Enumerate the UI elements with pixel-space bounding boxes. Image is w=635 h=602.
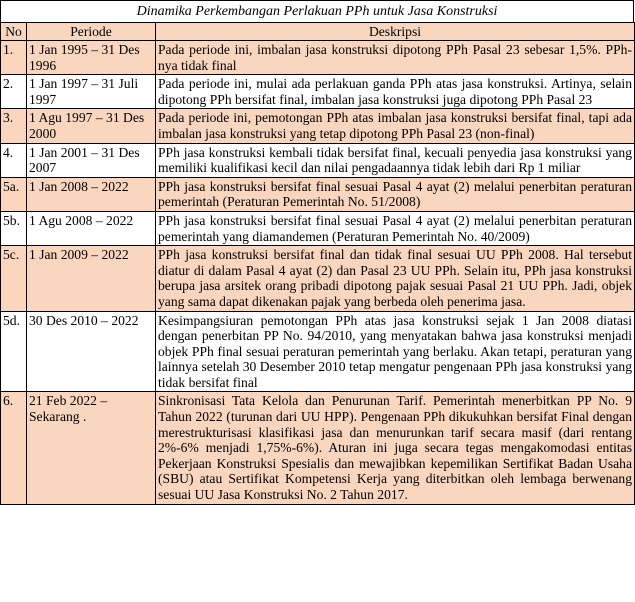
row-no: 4.: [1, 143, 27, 177]
header-deskripsi: Deskripsi: [156, 23, 635, 41]
row-periode: 1 Jan 1995 – 31 Des 1996: [27, 41, 156, 75]
header-periode: Periode: [27, 23, 156, 41]
table-row: [1, 246, 635, 311]
row-periode: 30 Des 2010 – 2022: [27, 311, 156, 392]
table-row: [1, 392, 635, 504]
table-title: Dinamika Perkembangan Perlakuan PPh untuk Jasa Konstruksi: [0, 0, 634, 22]
row-periode: 1 Jan 2001 – 31 Des 2007: [27, 143, 156, 177]
table-row: [1, 177, 635, 211]
table-row: [1, 109, 635, 143]
row-no: 5a.: [1, 177, 27, 211]
row-periode: 1 Agu 2008 – 2022: [27, 211, 156, 245]
table-row: [1, 143, 635, 177]
table-row: [1, 41, 635, 75]
header-no: No: [1, 23, 27, 41]
row-periode: 1 Jan 2009 – 2022: [27, 246, 156, 311]
table-row: [1, 211, 635, 245]
treatment-table: [0, 22, 635, 505]
row-no: 1.: [1, 41, 27, 75]
row-no: 5d.: [1, 311, 27, 392]
row-deskripsi: PPh jasa konstruksi bersifat final sesuai Pasal 4 ayat (2) melalui penerbitan peraturan pemerintah (Peraturan Pemerintah No. 51/2008): [156, 177, 635, 211]
row-no: 6.: [1, 392, 27, 504]
table-row: [1, 75, 635, 109]
row-deskripsi: Kesimpangsiuran pemotongan PPh atas jasa konstruksi sejak 1 Jan 2008 diatasi dengan penerbitan PP No. 94/2010, yang menyatakan bahwa jasa konstruksi menjadi objek PPh final sesuai peraturan pemerintah yang berlaku. Akan tetapi, peraturan yang lainnya setelah 30 Desember 2010 tetap mengatur pengenaan PPh jasa konstruksi yang tidak bersifat final: [156, 311, 635, 392]
row-deskripsi: Pada periode ini, mulai ada perlakuan ganda PPh atas jasa konstruksi. Artinya, selain dipotong PPh bersifat final, imbalan jasa konstruksi juga dipotong PPh Pasal 23: [156, 75, 635, 109]
row-no: 5c.: [1, 246, 27, 311]
row-deskripsi: PPh jasa konstruksi bersifat final sesuai Pasal 4 ayat (2) melalui penerbitan peraturan pemerintah yang diamandemen (Peraturan Pemerintah No. 40/2009): [156, 211, 635, 245]
row-periode: 1 Jan 2008 – 2022: [27, 177, 156, 211]
row-deskripsi: Sinkronisasi Tata Kelola dan Penurunan Tarif. Pemerintah menerbitkan PP No. 9 Tahun 2022 (turunan dari UU HPP). Pengenaan PPh dikukuhkan bersifat Final dengan merestrukturisasi klasifikasi jasa dan menurunkan tarif secara masif (dari rentang 2%-6% menjadi 1,75%-6%). Aturan ini juga secara tegas mengakomodasi entitas Pekerjaan Konstruksi Spesialis dan mewajibkan kepemilikan Sertifikat Badan Usaha (SBU) atau Sertifikat Kompetensi Kerja yang diterbitkan oleh lembaga berwenang sesuai UU Jasa Konstruksi No. 2 Tahun 2017.: [156, 392, 635, 504]
row-deskripsi: Pada periode ini, imbalan jasa konstruksi dipotong PPh Pasal 23 sebesar 1,5%. PPh-nya tidak final: [156, 41, 635, 75]
row-deskripsi: PPh jasa konstruksi bersifat final dan tidak final sesuai UU PPh 2008. Hal tersebut diatur di dalam Pasal 4 ayat (2) dan Pasal 23 UU PPh. Selain itu, PPh jasa konstruksi berupa jasa arsitek orang pribadi dipotong pajak sesuai Pasal 21 UU PPh. Jadi, objek yang sama dapat dikenakan pajak yang berbeda oleh penerima jasa.: [156, 246, 635, 311]
row-no: 3.: [1, 109, 27, 143]
row-periode: 1 Jan 1997 – 31 Juli 1997: [27, 75, 156, 109]
table-row: [1, 311, 635, 392]
header-row: [1, 23, 635, 41]
row-periode: 1 Agu 1997 – 31 Des 2000: [27, 109, 156, 143]
row-deskripsi: Pada periode ini, pemotongan PPh atas imbalan jasa konstruksi bersifat final, tapi ada imbalan jasa konstruksi yang tetap dipotong PPh Pasal 23 (non-final): [156, 109, 635, 143]
row-no: 5b.: [1, 211, 27, 245]
row-deskripsi: PPh jasa konstruksi kembali tidak bersifat final, kecuali penyedia jasa konstruksi yang memiliki kualifikasi kecil dan nilai pengadaannya tidak lebih dari Rp 1 miliar: [156, 143, 635, 177]
row-periode: 21 Feb 2022 – Sekarang .: [27, 392, 156, 504]
row-no: 2.: [1, 75, 27, 109]
